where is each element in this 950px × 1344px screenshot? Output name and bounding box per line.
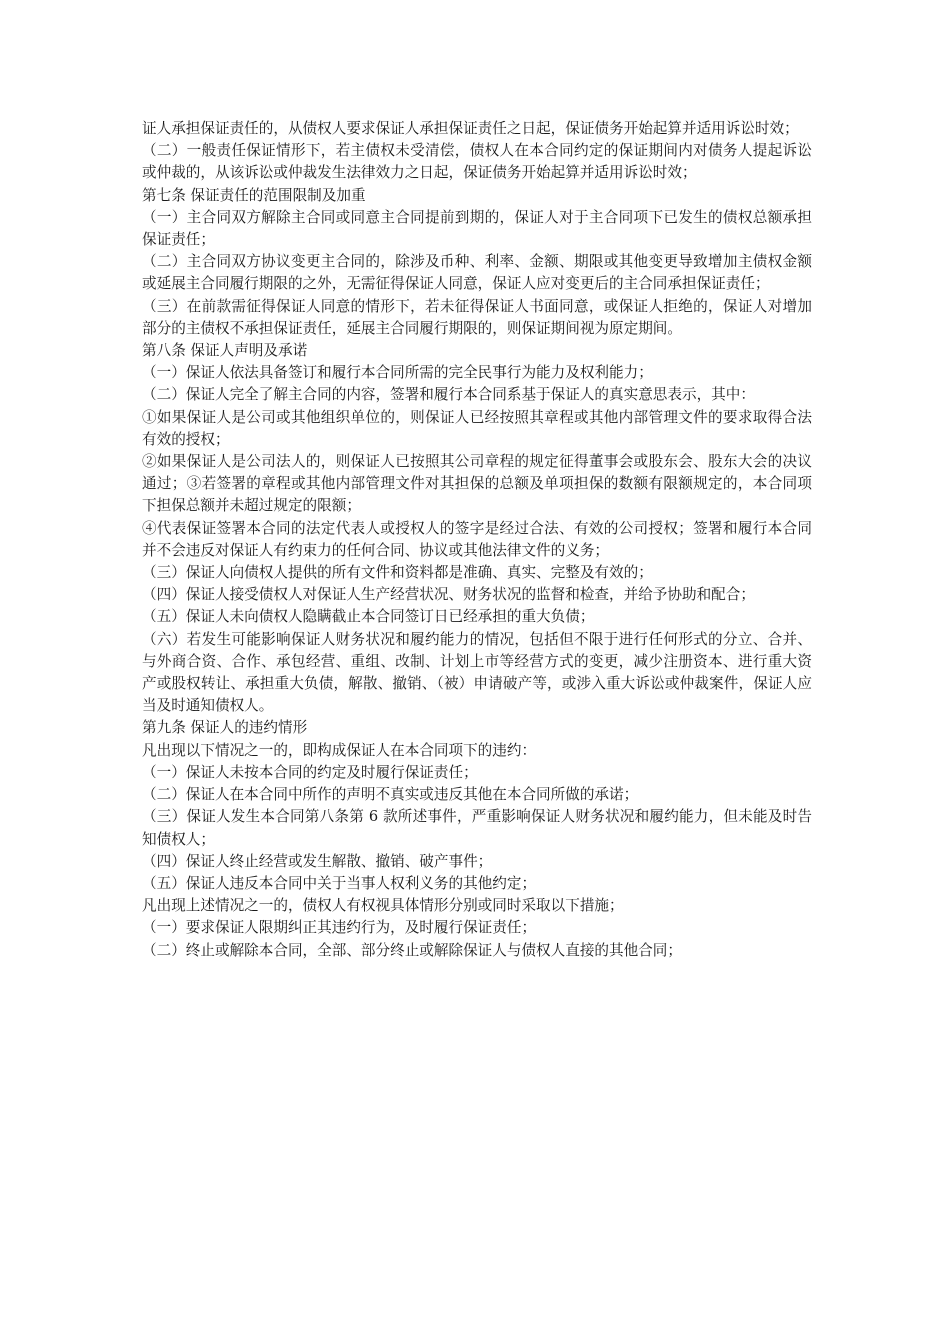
article-heading: 第七条 保证责任的范围限制及加重 (142, 186, 366, 204)
paragraph: ②如果保证人是公司法人的，则保证人已按照其公司章程的规定征得董事会或股东会、股东大会的决议通过；③若签署的章程或其他内部管理文件对其担保的总额及单项担保的数额有限额规定的，本合同项下担保总额并未超过规定的限额； (142, 453, 812, 515)
paragraph: ①如果保证人是公司或其他组织单位的，则保证人已经按照其章程或其他内部管理文件的要求取得合法有效的授权； (142, 408, 812, 448)
paragraph: ④代表保证签署本合同的法定代表人或授权人的签字是经过合法、有效的公司授权；签署和履行本合同并不会违反对保证人有约束力的任何合同、协议或其他法律文件的义务； (142, 519, 812, 559)
paragraph: （三）保证人发生本合同第八条第 6 款所述事件，严重影响保证人财务状况和履约能力，但未能及时告知债权人； (142, 808, 812, 848)
paragraph: （四）保证人接受债权人对保证人生产经营状况、财务状况的监督和检查，并给予协助和配合； (142, 586, 755, 604)
article-heading: 第八条 保证人声明及承诺 (142, 342, 308, 360)
paragraph: （五）保证人未向债权人隐瞒截止本合同签订日已经承担的重大负债； (142, 608, 595, 626)
paragraph: 证人承担保证责任的，从债权人要求保证人承担保证责任之日起，保证债务开始起算并适用诉讼时效； (142, 120, 799, 137)
paragraph: （二）一般责任保证情形下，若主债权未受清偿，债权人在本合同约定的保证期间内对债务人提起诉讼或仲裁的，从该诉讼或仲裁发生法律效力之日起，保证债务开始起算并适用诉讼时效； (142, 142, 812, 182)
paragraph: （一）保证人未按本合同的约定及时履行保证责任； (142, 763, 478, 781)
paragraph: （四）保证人终止经营或发生解散、撤销、破产事件； (142, 852, 493, 870)
paragraph: （二）保证人完全了解主合同的内容，签署和履行本合同系基于保证人的真实意思表示，其中： (142, 386, 755, 404)
paragraph: （一）要求保证人限期纠正其违约行为，及时履行保证责任； (142, 919, 537, 937)
paragraph: 凡出现以下情况之一的，即构成保证人在本合同项下的违约： (142, 741, 537, 759)
document-body (142, 118, 812, 962)
article-heading: 第九条 保证人的违约情形 (142, 719, 308, 737)
paragraph: （一）保证人依法具备签订和履行本合同所需的完全民事行为能力及权利能力； (142, 364, 653, 382)
paragraph: （六）若发生可能影响保证人财务状况和履约能力的情况，包括但不限于进行任何形式的分立、合并、与外商合资、合作、承包经营、重组、改制、计划上市等经营方式的变更，减少注册资本、进行重大资产或股权转让、承担重大负债，解散、撤销、（被）申请破产等，或涉入重大诉讼或仲裁案件，保证人应当及时通知债权人。 (142, 630, 812, 715)
paragraph: 凡出现上述情况之一的，债权人有权视具体情形分别或同时采取以下措施； (142, 897, 624, 915)
paragraph: （一）主合同双方解除主合同或同意主合同提前到期的，保证人对于主合同项下已发生的债权总额承担保证责任； (142, 208, 812, 249)
paragraph: （三）在前款需征得保证人同意的情形下，若未征得保证人书面同意，或保证人拒绝的，保证人对增加部分的主债权不承担保证责任，延展主合同履行期限的，则保证期间视为原定期间。 (142, 297, 812, 337)
paragraph: （三）保证人向债权人提供的所有文件和资料都是准确、真实、完整及有效的； (142, 564, 653, 582)
paragraph: （二）保证人在本合同中所作的声明不真实或违反其他在本合同所做的承诺； (142, 786, 639, 804)
paragraph: （二）主合同双方协议变更主合同的，除涉及币种、利率、金额、期限或其他变更导致增加主债权金额或延展主合同履行期限的之外，无需征得保证人同意，保证人应对变更后的主合同承担保证责任； (142, 253, 812, 293)
paragraph: （二）终止或解除本合同，全部、部分终止或解除保证人与债权人直接的其他合同； (142, 941, 682, 959)
paragraph: （五）保证人违反本合同中关于当事人权利义务的其他约定； (142, 874, 537, 892)
